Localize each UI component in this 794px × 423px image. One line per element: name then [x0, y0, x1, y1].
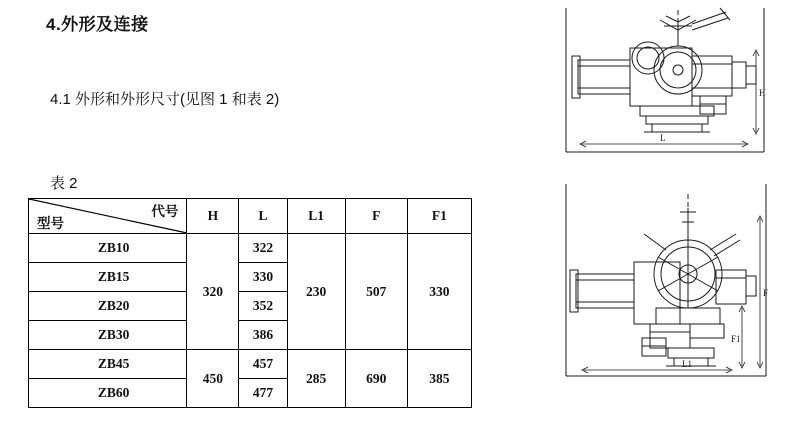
cell-model-zb45: ZB45: [29, 350, 187, 379]
cell-h-group1: 320: [187, 234, 239, 350]
section-subtitle: 4.1 外形和外形尺寸(见图 1 和表 2): [50, 91, 280, 108]
svg-text:F1: F1: [731, 334, 741, 344]
cell-l1-group2: 285: [287, 350, 345, 408]
valve-actuator-top-view-drawing: [560, 178, 788, 423]
table-caption: 表 2: [50, 175, 78, 192]
svg-text:L1: L1: [682, 359, 692, 369]
column-header-f: F: [345, 199, 407, 234]
cell-model-zb15: ZB15: [29, 263, 187, 292]
cell-l-zb20: 352: [239, 292, 287, 321]
corner-row-label: 型号: [37, 216, 64, 231]
cell-l1-group1: 230: [287, 234, 345, 350]
cell-model-zb60: ZB60: [29, 379, 187, 408]
page-title: 4.外形及连接: [46, 15, 149, 34]
column-header-l1: L1: [287, 199, 345, 234]
column-header-h: H: [187, 199, 239, 234]
svg-text:F: F: [763, 288, 769, 298]
cell-model-zb20: ZB20: [29, 292, 187, 321]
svg-text:L: L: [660, 133, 666, 143]
cell-f-group2: 690: [345, 350, 407, 408]
spec-table: [28, 198, 472, 408]
cell-model-zb10: ZB10: [29, 234, 187, 263]
table-header-row: [29, 199, 472, 234]
cell-f1-group1: 330: [407, 234, 471, 350]
spec-table-wrapper: [28, 198, 472, 408]
cell-l-zb60: 477: [239, 379, 287, 408]
cell-l-zb45: 457: [239, 350, 287, 379]
valve-actuator-side-view-drawing: [560, 4, 788, 169]
table-row: [29, 350, 472, 379]
cell-l-zb10: 322: [239, 234, 287, 263]
cell-l-zb30: 386: [239, 321, 287, 350]
table-row: [29, 234, 472, 263]
column-header-l: L: [239, 199, 287, 234]
svg-text:H: H: [759, 88, 766, 98]
cell-f-group1: 507: [345, 234, 407, 350]
corner-col-label: 代号: [151, 204, 179, 219]
cell-f1-group2: 385: [407, 350, 471, 408]
column-header-f1: F1: [407, 199, 471, 234]
corner-header-cell: [29, 199, 187, 234]
cell-model-zb30: ZB30: [29, 321, 187, 350]
cell-l-zb15: 330: [239, 263, 287, 292]
cell-h-group2: 450: [187, 350, 239, 408]
